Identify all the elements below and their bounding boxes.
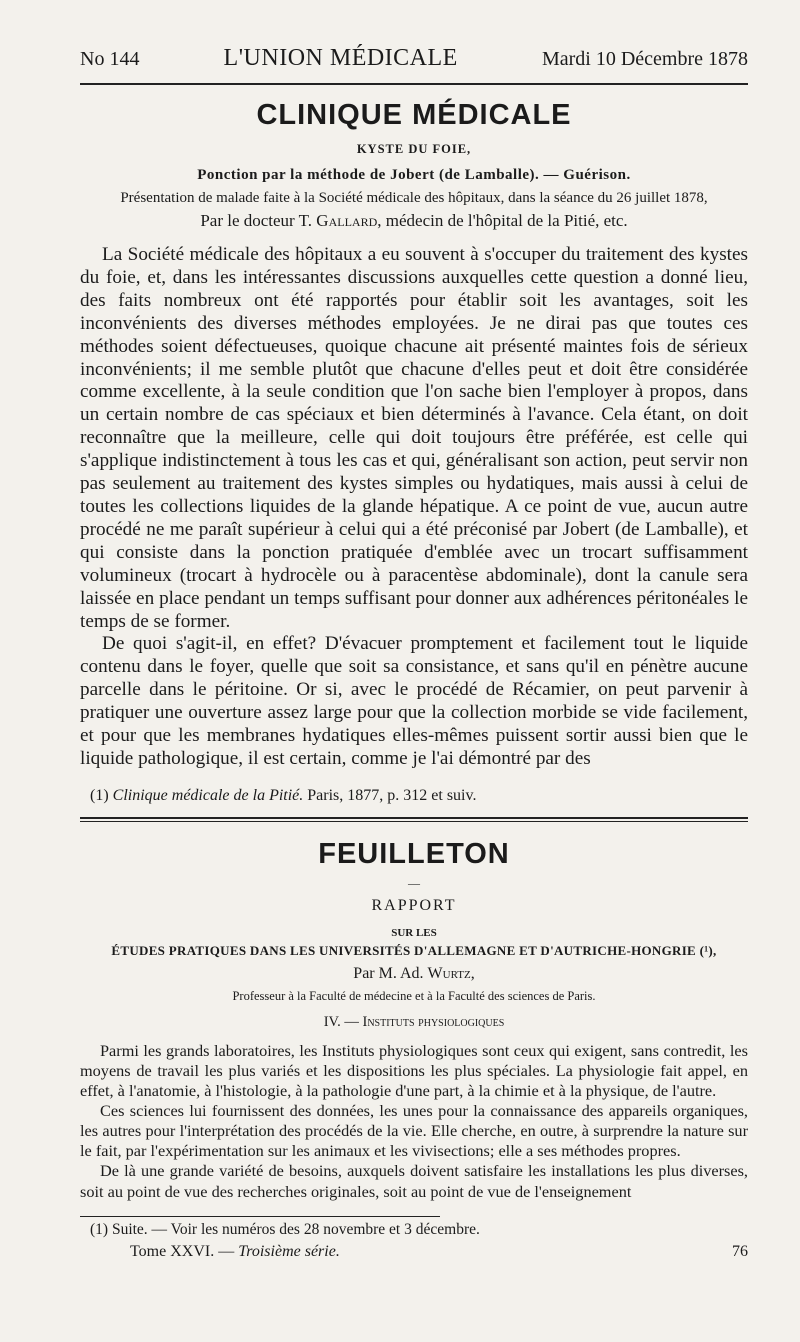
section-divider bbox=[80, 817, 748, 822]
section-number: IV. — bbox=[323, 1013, 359, 1030]
page-footer bbox=[130, 1243, 748, 1261]
section-name: Instituts physiologiques bbox=[362, 1013, 505, 1030]
feuilleton-author bbox=[80, 965, 748, 983]
paragraph: La Société médicale des hôpitaux a eu souvent à s'occuper du traitement des kystes du foie, et, dans les intéressantes discussions auxquelles cette question a donné lieu, des faits nombreux ont été rapportés pour établir soit les avantages, soit les inconvénients des diverses méthodes employées. Je ne dirai pas que toutes ces méthodes soient défectueuses, quoique chacune ait présenté maintes fois de sérieux inconvénients; il me semble plutôt que chacune d'elles peut et doit être considérée comme excellente, à la seule condition que l'on sache bien l'employer à propos, dans un certain nombre de cas spéciaux et bien déterminés à l'avance. Cela étant, on doit reconnaître que la meilleure, celle qui doit toujours être préférée, est celle qui s'applique indistinctement à tous les cas et qui, généralisant son action, peut servir non pas seulement au traitement des kystes simples ou hydatiques, mais aussi à celui de toutes les collections liquides de la glande hépatique. A ce point de vue, aucun autre procédé ne me paraît supérieur à celui qui a été préconisé par Jobert (de Lamballe), et qui consiste dans la ponction pratiquée d'emblée avec un trocart suffisamment volumineux (trocart à hydrocèle ou à paracentèse abdominale), dont la canule sera laissée en place pendant un temps suffisant pour donner aux adhérences péritonéales le temps de se former. bbox=[80, 244, 748, 632]
issue-date: Mardi 10 Décembre 1878 bbox=[541, 48, 748, 70]
paragraph: Parmi les grands laboratoires, les Instituts physiologiques sont ceux qui exigent, sans contredit, les moyens de travail les plus variés et les dispositions les plus spéciales. La physiologie fait appel, en effet, à l'anatomie, à l'histologie, à la pathologie d'une part, à la chimie et à la physique, de l'autre. bbox=[80, 1040, 748, 1101]
footnote-rule bbox=[80, 1216, 440, 1217]
clinique-body bbox=[80, 244, 748, 771]
section-title-feuilleton: FEUILLETON bbox=[318, 837, 510, 870]
author-prefix: Par M. Ad. bbox=[353, 964, 424, 982]
article-author bbox=[80, 211, 748, 231]
author-prefix: Par le docteur T. bbox=[200, 211, 313, 230]
article-subject: KYSTE DU FOIE, bbox=[356, 142, 472, 156]
footnote-reference: Paris, 1877, p. 312 et suiv. bbox=[307, 786, 477, 804]
paragraph: Ces sciences lui fournissent des données, les unes pour la connaissance des appareils organiques, les autres pour l'interprétation des procédés de la vie. Elle cherche, en outre, à surprendre la nature sur le fait, par l'expérimentation sur les animaux et les vivisections; elle a ses méthodes propres. bbox=[80, 1101, 748, 1161]
section-title-clinique: CLINIQUE MÉDICALE bbox=[256, 99, 572, 131]
paragraph: De quoi s'agit-il, en effet? D'évacuer promptement et facilement tout le liquide contenu dans le foyer, quelle que soit sa consistance, et sans qu'il en pénètre aucune parcelle dans le péritoine. Or si, avec le procédé de Récamier, on peut parvenir à pratiquer une ouverture assez large pour que la collection morbide se vide facilement, et pour que les membranes hydatiques elles-mêmes puissent sortir aussi bien que le liquide pathologique, il est certain, comme je l'ai démontré par des bbox=[80, 633, 748, 769]
author-name: Wurtz, bbox=[427, 964, 475, 982]
tome: Tome XXVI. — bbox=[130, 1242, 235, 1260]
author-name: Gallard, bbox=[316, 211, 382, 230]
page-header bbox=[80, 44, 748, 85]
article-procedure: Ponction par la méthode de Jobert (de Lamballe). — Guérison. bbox=[197, 167, 631, 183]
footnote-number: (1) bbox=[90, 786, 109, 804]
title-dash: — bbox=[408, 875, 420, 890]
clinique-footnote bbox=[90, 787, 748, 805]
footnote-title: Clinique médicale de la Pitié. bbox=[112, 786, 304, 804]
volume-info bbox=[130, 1243, 340, 1261]
sur-les-heading: SUR LES bbox=[391, 926, 437, 939]
serie: Troisième série. bbox=[238, 1242, 340, 1260]
feuilleton-body bbox=[80, 1041, 748, 1202]
etudes-heading: ÉTUDES PRATIQUES DANS LES UNIVERSITÉS D'ALLEMAGNE ET D'AUTRICHE-HONGRIE (¹), bbox=[111, 942, 717, 958]
page-number: 76 bbox=[732, 1242, 748, 1260]
author-suffix: médecin de l'hôpital de la Pitié, etc. bbox=[385, 211, 628, 230]
feuilleton-footnote: (1) Suite. — Voir les numéros des 28 novembre et 3 décembre. bbox=[90, 1220, 480, 1238]
author-affiliation: Professeur à la Faculté de médecine et à la Faculté des sciences de Paris. bbox=[232, 988, 596, 1003]
paragraph: De là une grande variété de besoins, auxquels doivent satisfaire les installations les plus diverses, soit au point de vue des recherches originales, soit au point de vue de l'enseignement bbox=[80, 1161, 748, 1201]
article-presentation: Présentation de malade faite à la Société médicale des hôpitaux, dans la séance du 26 juillet 1878, bbox=[120, 190, 708, 206]
section-heading-iv bbox=[80, 1014, 748, 1031]
journal-title: L'UNION MÉDICALE bbox=[223, 45, 458, 71]
issue-number: No 144 bbox=[80, 48, 140, 70]
rapport-heading: RAPPORT bbox=[371, 896, 457, 914]
